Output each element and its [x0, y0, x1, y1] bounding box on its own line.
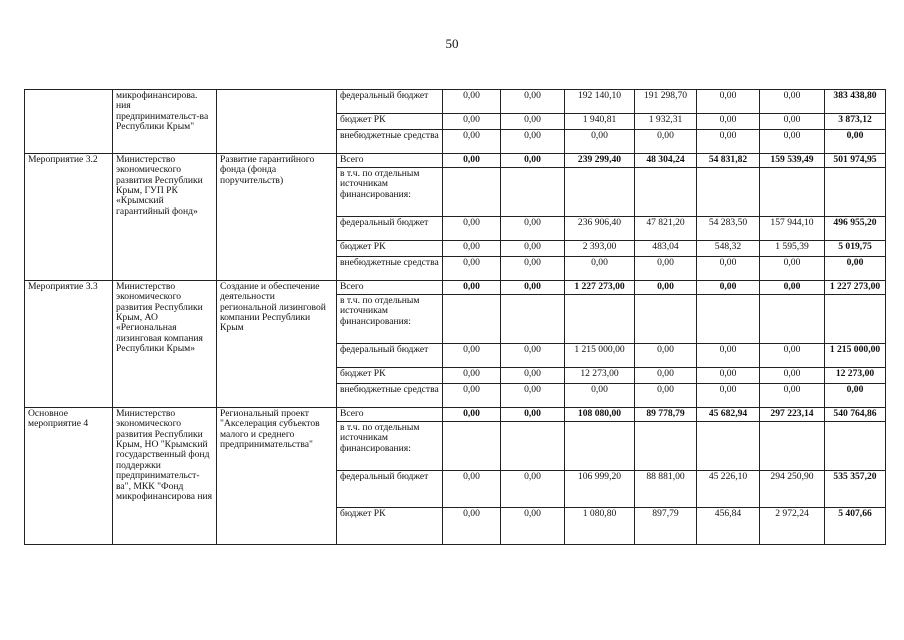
- value-cell: 0,00: [501, 154, 565, 168]
- source-label: бюджет РК: [337, 241, 443, 257]
- value-cell: 897,79: [635, 508, 697, 545]
- source-label: Всего: [337, 408, 443, 422]
- empty-cell: [635, 422, 697, 471]
- value-cell: 0,00: [760, 130, 825, 154]
- value-cell: 0,00: [443, 368, 501, 384]
- total-value-cell: 0,00: [825, 130, 886, 154]
- source-label: бюджет РК: [337, 114, 443, 130]
- value-cell: 1 080,80: [565, 508, 635, 545]
- value-cell: 0,00: [501, 241, 565, 257]
- event-cell: Мероприятие 3.3: [25, 281, 113, 408]
- page-number: 50: [445, 36, 459, 51]
- source-label: внебюджетные средства: [337, 257, 443, 281]
- total-value-cell: 0,00: [825, 257, 886, 281]
- empty-cell: [501, 295, 565, 344]
- value-cell: 1 227 273,00: [565, 281, 635, 295]
- table-row: [25, 90, 886, 114]
- value-cell: 0,00: [760, 368, 825, 384]
- value-cell: 0,00: [501, 130, 565, 154]
- value-cell: 0,00: [501, 114, 565, 130]
- value-cell: 236 906,40: [565, 217, 635, 241]
- value-cell: 192 140,10: [565, 90, 635, 114]
- value-cell: 0,00: [443, 344, 501, 368]
- title-cell: Региональный проект "Акселерация субъектов малого и среднего предпринимательства": [217, 408, 337, 545]
- value-cell: 0,00: [635, 384, 697, 408]
- total-value-cell: 0,00: [825, 384, 886, 408]
- total-value-cell: 383 438,80: [825, 90, 886, 114]
- value-cell: 45 226,10: [697, 471, 760, 508]
- source-label: Всего: [337, 281, 443, 295]
- value-cell: 159 539,49: [760, 154, 825, 168]
- value-cell: 0,00: [565, 257, 635, 281]
- value-cell: 0,00: [635, 344, 697, 368]
- empty-cell: [825, 168, 886, 217]
- value-cell: 0,00: [697, 90, 760, 114]
- value-cell: 0,00: [501, 508, 565, 545]
- value-cell: 0,00: [443, 90, 501, 114]
- source-label: в т.ч. по отдельным источникам финансирования:: [337, 422, 443, 471]
- empty-cell: [565, 168, 635, 217]
- empty-cell: [697, 422, 760, 471]
- event-cell: [25, 90, 113, 154]
- empty-cell: [635, 168, 697, 217]
- value-cell: 1 215 000,00: [565, 344, 635, 368]
- value-cell: 0,00: [635, 368, 697, 384]
- value-cell: 0,00: [501, 368, 565, 384]
- event-cell: Основное мероприятие 4: [25, 408, 113, 545]
- empty-cell: [697, 295, 760, 344]
- value-cell: 1 940,81: [565, 114, 635, 130]
- value-cell: 0,00: [501, 257, 565, 281]
- value-cell: 0,00: [443, 281, 501, 295]
- value-cell: 0,00: [760, 384, 825, 408]
- value-cell: 0,00: [443, 154, 501, 168]
- empty-cell: [565, 422, 635, 471]
- value-cell: 0,00: [697, 257, 760, 281]
- executor-cell: Министерство экономического развития Республики Крым, АО «Региональная лизинговая компания Республики Крым»: [113, 281, 217, 408]
- total-value-cell: 5 407,66: [825, 508, 886, 545]
- total-value-cell: 535 357,20: [825, 471, 886, 508]
- value-cell: 48 304,24: [635, 154, 697, 168]
- value-cell: 0,00: [697, 130, 760, 154]
- total-value-cell: 540 764,86: [825, 408, 886, 422]
- value-cell: 0,00: [697, 368, 760, 384]
- title-cell: Создание и обеспечение деятельности региональной лизинговой компании Республики Крым: [217, 281, 337, 408]
- empty-cell: [501, 168, 565, 217]
- value-cell: 0,00: [443, 384, 501, 408]
- source-label: в т.ч. по отдельным источникам финансирования:: [337, 168, 443, 217]
- empty-cell: [760, 168, 825, 217]
- value-cell: 0,00: [635, 281, 697, 295]
- source-label: Всего: [337, 154, 443, 168]
- title-cell: Развитие гарантийного фонда (фонда поручительств): [217, 154, 337, 281]
- executor-cell: микрофинансирова. ния предпринимательст-ва Республики Крым": [113, 90, 217, 154]
- value-cell: 157 944,10: [760, 217, 825, 241]
- value-cell: 0,00: [443, 508, 501, 545]
- value-cell: 191 298,70: [635, 90, 697, 114]
- value-cell: 294 250,90: [760, 471, 825, 508]
- value-cell: 0,00: [501, 408, 565, 422]
- empty-cell: [825, 295, 886, 344]
- value-cell: 2 393,00: [565, 241, 635, 257]
- value-cell: 0,00: [635, 257, 697, 281]
- value-cell: 0,00: [443, 217, 501, 241]
- total-value-cell: 496 955,20: [825, 217, 886, 241]
- value-cell: 0,00: [443, 130, 501, 154]
- empty-cell: [443, 168, 501, 217]
- empty-cell: [443, 295, 501, 344]
- source-label: в т.ч. по отдельным источникам финансирования:: [337, 295, 443, 344]
- source-label: бюджет РК: [337, 368, 443, 384]
- total-value-cell: 1 215 000,00: [825, 344, 886, 368]
- source-label: федеральный бюджет: [337, 344, 443, 368]
- source-label: бюджет РК: [337, 508, 443, 545]
- value-cell: 456,84: [697, 508, 760, 545]
- budget-table: [24, 89, 886, 545]
- value-cell: 0,00: [565, 384, 635, 408]
- event-cell: Мероприятие 3.2: [25, 154, 113, 281]
- executor-cell: Министерство экономического развития Республики Крым, ГУП РК «Крымский гарантийный фонд»: [113, 154, 217, 281]
- value-cell: 0,00: [443, 408, 501, 422]
- value-cell: 0,00: [443, 257, 501, 281]
- value-cell: 548,32: [697, 241, 760, 257]
- value-cell: 12 273,00: [565, 368, 635, 384]
- source-label: федеральный бюджет: [337, 471, 443, 508]
- value-cell: 1 932,31: [635, 114, 697, 130]
- value-cell: 0,00: [760, 344, 825, 368]
- source-label: федеральный бюджет: [337, 217, 443, 241]
- value-cell: 89 778,79: [635, 408, 697, 422]
- value-cell: 106 999,20: [565, 471, 635, 508]
- value-cell: 239 299,40: [565, 154, 635, 168]
- empty-cell: [760, 295, 825, 344]
- value-cell: 45 682,94: [697, 408, 760, 422]
- source-label: внебюджетные средства: [337, 384, 443, 408]
- value-cell: 297 223,14: [760, 408, 825, 422]
- empty-cell: [825, 422, 886, 471]
- empty-cell: [443, 422, 501, 471]
- value-cell: 1 595,39: [760, 241, 825, 257]
- value-cell: 0,00: [697, 114, 760, 130]
- value-cell: 47 821,20: [635, 217, 697, 241]
- value-cell: 0,00: [501, 384, 565, 408]
- source-label: внебюджетные средства: [337, 130, 443, 154]
- value-cell: 0,00: [501, 344, 565, 368]
- value-cell: 88 881,00: [635, 471, 697, 508]
- value-cell: 0,00: [501, 217, 565, 241]
- title-cell: [217, 90, 337, 154]
- empty-cell: [697, 168, 760, 217]
- value-cell: 0,00: [565, 130, 635, 154]
- value-cell: 483,04: [635, 241, 697, 257]
- value-cell: 54 831,82: [697, 154, 760, 168]
- value-cell: 0,00: [501, 281, 565, 295]
- value-cell: 0,00: [760, 114, 825, 130]
- empty-cell: [565, 295, 635, 344]
- value-cell: 0,00: [501, 471, 565, 508]
- source-label: федеральный бюджет: [337, 90, 443, 114]
- value-cell: 0,00: [760, 257, 825, 281]
- value-cell: 0,00: [635, 130, 697, 154]
- value-cell: 0,00: [443, 241, 501, 257]
- total-value-cell: 5 019,75: [825, 241, 886, 257]
- table-row: [25, 281, 886, 295]
- empty-cell: [760, 422, 825, 471]
- value-cell: 0,00: [697, 281, 760, 295]
- value-cell: 0,00: [760, 281, 825, 295]
- total-value-cell: 1 227 273,00: [825, 281, 886, 295]
- value-cell: 0,00: [443, 114, 501, 130]
- empty-cell: [635, 295, 697, 344]
- table-row: [25, 408, 886, 422]
- value-cell: 54 283,50: [697, 217, 760, 241]
- value-cell: 0,00: [501, 90, 565, 114]
- executor-cell: Министерство экономического развития Республики Крым, НО "Крымский государственный фонд поддержки предпринимательст-ва", МКК "Фонд микрофинансирова ния: [113, 408, 217, 545]
- total-value-cell: 12 273,00: [825, 368, 886, 384]
- value-cell: 0,00: [443, 471, 501, 508]
- total-value-cell: 3 873,12: [825, 114, 886, 130]
- empty-cell: [501, 422, 565, 471]
- total-value-cell: 501 974,95: [825, 154, 886, 168]
- value-cell: 0,00: [697, 384, 760, 408]
- table-row: [25, 154, 886, 168]
- value-cell: 108 080,00: [565, 408, 635, 422]
- value-cell: 2 972,24: [760, 508, 825, 545]
- value-cell: 0,00: [697, 344, 760, 368]
- value-cell: 0,00: [760, 90, 825, 114]
